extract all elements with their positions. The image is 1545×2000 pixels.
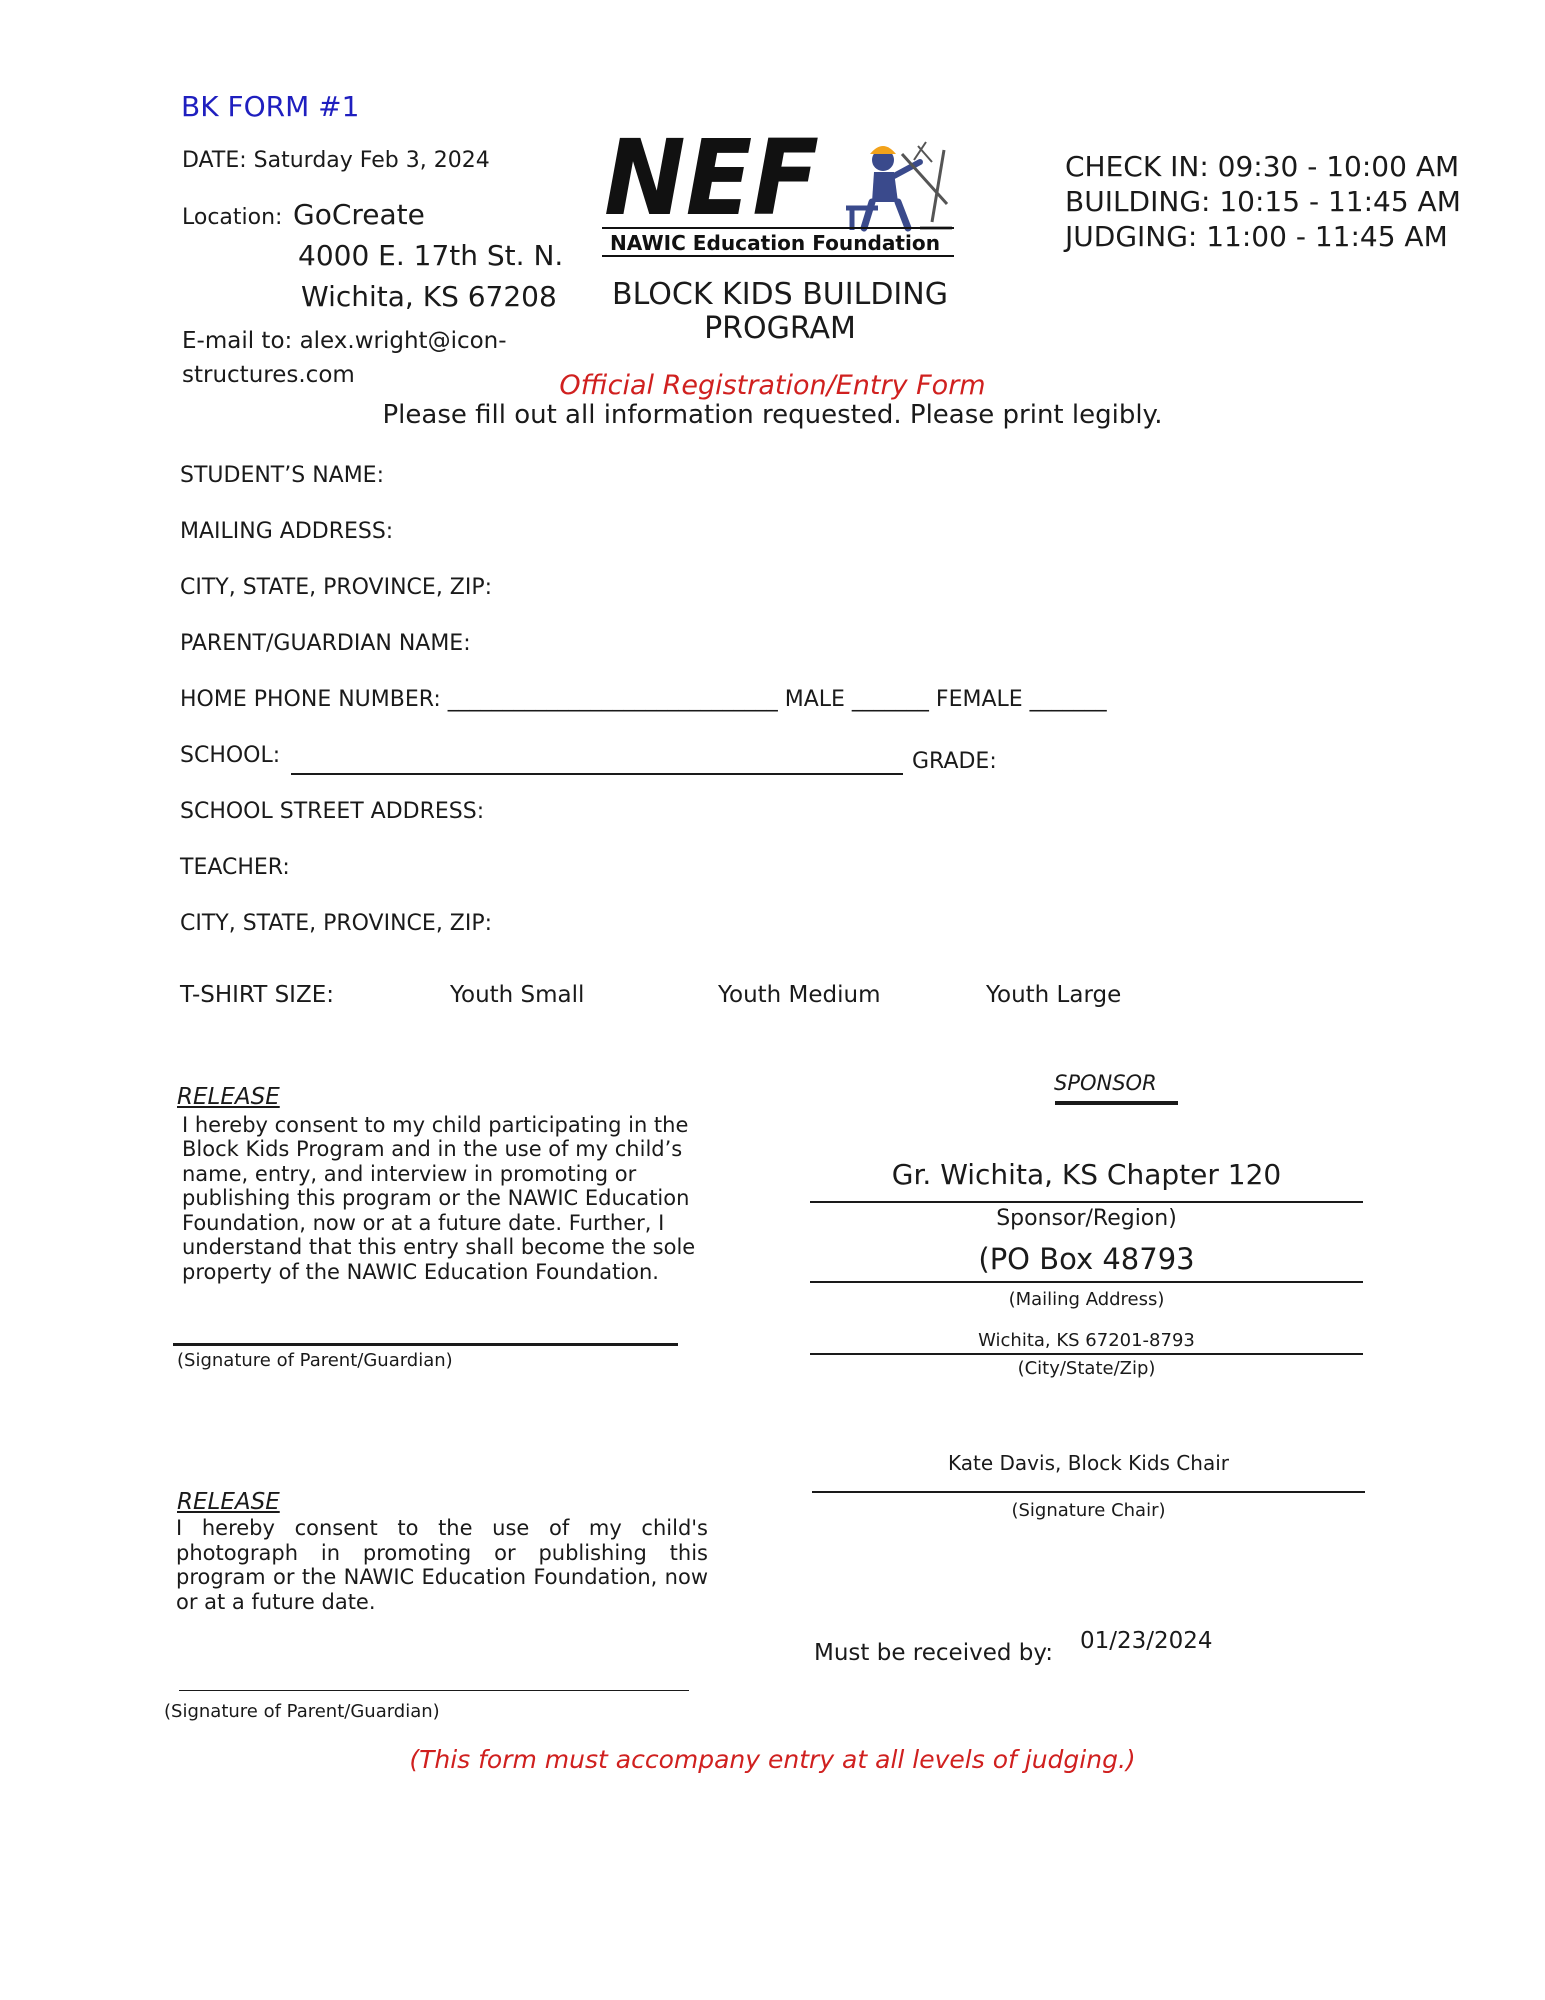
tshirt-option-large[interactable]: Youth Large	[986, 982, 1122, 1008]
sponsor-heading: SPONSOR	[1054, 1071, 1157, 1095]
location-label: Location:	[182, 205, 283, 230]
parent-name-field[interactable]: PARENT/GUARDIAN NAME:	[180, 631, 471, 656]
grade-field[interactable]: GRADE:	[912, 749, 997, 774]
student-name-field[interactable]: STUDENT’S NAME:	[180, 463, 384, 488]
building-time: BUILDING: 10:15 - 11:45 AM	[1065, 185, 1461, 218]
sponsor-chair: Kate Davis, Block Kids Chair	[948, 1451, 1229, 1475]
judging-time: JUDGING: 11:00 - 11:45 AM	[1065, 220, 1448, 253]
release-1-line-7: property of the NAWIC Education Foundation.	[182, 1260, 659, 1284]
release-1-line-6: understand that this entry shall become the sole	[182, 1235, 696, 1259]
program-title-line-1: BLOCK KIDS BUILDING	[612, 277, 948, 312]
release-1-line-5: Foundation, now or at a future date. Further, I	[182, 1211, 665, 1235]
sponsor-city-line	[810, 1353, 1363, 1355]
teacher-field[interactable]: TEACHER:	[180, 855, 290, 880]
deadline-label: Must be received by:	[814, 1640, 1054, 1666]
release-2-heading: RELEASE	[177, 1489, 280, 1515]
release-1-line-2: Block Kids Program and in the use of my child’s	[182, 1137, 683, 1161]
location-line-2: 4000 E. 17th St. N.	[298, 239, 564, 272]
teacher-city-state-field[interactable]: CITY, STATE, PROVINCE, ZIP:	[180, 911, 493, 936]
form-id: BK FORM #1	[181, 90, 360, 123]
footer-note: (This form must accompany entry at all levels of judging.)	[409, 1745, 1136, 1774]
release-2-signature-line[interactable]	[179, 1690, 689, 1691]
city-state-zip-field[interactable]: CITY, STATE, PROVINCE, ZIP:	[180, 575, 493, 600]
chair-signature-label: (Signature Chair)	[1011, 1500, 1166, 1521]
logo-letters: NEF	[604, 132, 819, 239]
form-title: Official Registration/Entry Form	[559, 370, 986, 401]
release-2-signature-label: (Signature of Parent/Guardian)	[164, 1701, 440, 1722]
email-line-2: structures.com	[182, 362, 355, 388]
logo-subtitle: NAWIC Education Foundation	[610, 231, 940, 255]
release-1-signature-line[interactable]	[173, 1343, 678, 1346]
release-1-heading: RELEASE	[177, 1084, 280, 1110]
home-phone-gender-field[interactable]: HOME PHONE NUMBER: ______________________________ MALE _______ FEMALE _______	[180, 687, 1107, 712]
worker-icon	[846, 142, 952, 230]
sponsor-city-label: (City/State/Zip)	[1017, 1358, 1156, 1379]
school-input-line[interactable]	[291, 773, 903, 775]
school-address-field[interactable]: SCHOOL STREET ADDRESS:	[180, 799, 485, 824]
school-field-label: SCHOOL:	[180, 743, 281, 768]
program-title-line-2: PROGRAM	[704, 311, 856, 346]
location-line-1: GoCreate	[293, 198, 425, 231]
release-2-text: I hereby consent to the use of my child's photograph in promoting or publishing this program or the NAWIC Education Foundation, now or at a future date.	[176, 1516, 708, 1614]
sponsor-chapter: Gr. Wichita, KS Chapter 120	[891, 1158, 1282, 1191]
deadline-date: 01/23/2024	[1080, 1628, 1213, 1654]
release-1-line-3: name, entry, and interview in promoting or	[182, 1162, 637, 1186]
location-line-3: Wichita, KS 67208	[301, 280, 557, 313]
sponsor-po-label: (Mailing Address)	[1008, 1289, 1165, 1310]
checkin-time: CHECK IN: 09:30 - 10:00 AM	[1065, 150, 1460, 183]
tshirt-option-small[interactable]: Youth Small	[450, 982, 585, 1008]
sponsor-po-line	[810, 1281, 1363, 1283]
event-date: DATE: Saturday Feb 3, 2024	[182, 148, 490, 173]
instructions: Please fill out all information requested. Please print legibly.	[382, 400, 1163, 430]
email-line-1: E-mail to: alex.wright@icon-	[182, 328, 507, 354]
release-1-line-1: I hereby consent to my child participating in the	[182, 1113, 689, 1137]
release-1-line-4: publishing this program or the NAWIC Education	[182, 1186, 690, 1210]
tshirt-size-label: T-SHIRT SIZE:	[180, 982, 335, 1008]
sponsor-heading-rule	[1055, 1101, 1178, 1105]
release-1-signature-label: (Signature of Parent/Guardian)	[177, 1350, 453, 1371]
chair-signature-line[interactable]	[812, 1491, 1365, 1493]
sponsor-city: Wichita, KS 67201-8793	[978, 1330, 1195, 1351]
sponsor-po-box: (PO Box 48793	[978, 1242, 1195, 1276]
mailing-address-field[interactable]: MAILING ADDRESS:	[180, 519, 394, 544]
sponsor-chapter-label: Sponsor/Region)	[996, 1206, 1177, 1231]
sponsor-chapter-line	[810, 1201, 1363, 1203]
nef-logo	[602, 132, 954, 262]
tshirt-option-medium[interactable]: Youth Medium	[718, 982, 881, 1008]
